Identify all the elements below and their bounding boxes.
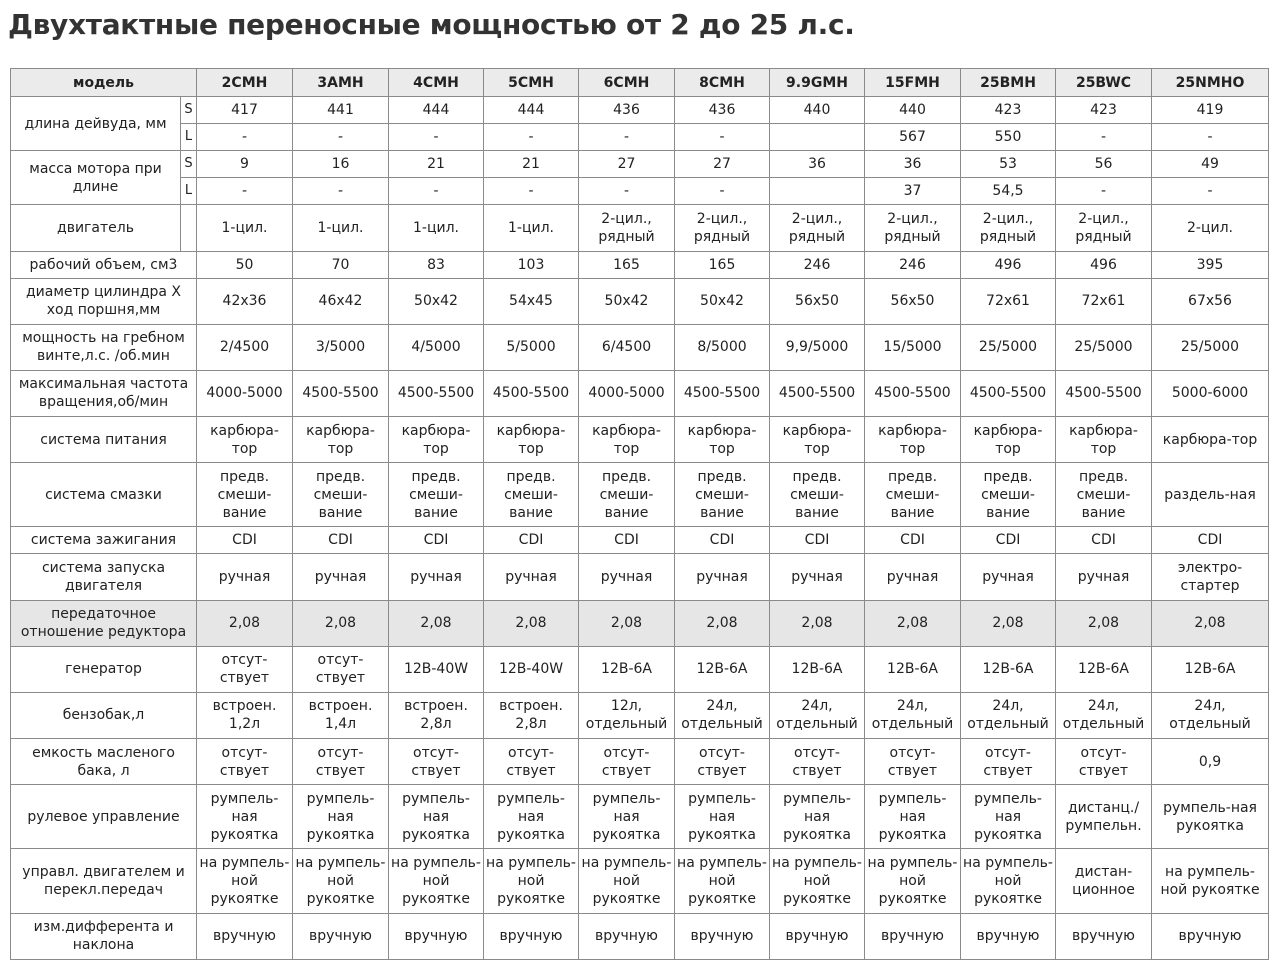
- table-cell: карбюра-тор: [1056, 417, 1152, 463]
- table-cell: 72x61: [961, 278, 1056, 324]
- table-cell: 2,08: [961, 600, 1056, 646]
- table-cell: вручную: [197, 913, 293, 959]
- table-cell: 16: [293, 151, 389, 178]
- table-cell: 423: [1056, 97, 1152, 124]
- table-cell: на румпель-ной рукоятке: [579, 849, 675, 913]
- table-cell: 27: [579, 151, 675, 178]
- mass-label: масса мотора при длине: [11, 151, 181, 205]
- table-cell: 36: [865, 151, 961, 178]
- mass-l-tag: L: [181, 178, 197, 205]
- table-cell: CDI: [579, 527, 675, 554]
- table-cell: 12В-6А: [675, 646, 770, 692]
- table-cell: 4/5000: [389, 324, 484, 370]
- table-cell: 2,08: [579, 600, 675, 646]
- table-row: [11, 324, 1269, 370]
- table-cell: ручная: [484, 554, 579, 600]
- table-cell: 496: [1056, 251, 1152, 278]
- mass-s-tag: S: [181, 151, 197, 178]
- table-cell: 24л, отдельный: [1152, 692, 1269, 738]
- table-cell: 72x61: [1056, 278, 1152, 324]
- table-cell: 4500-5500: [293, 370, 389, 416]
- table-cell: 53: [961, 151, 1056, 178]
- table-cell: на румпель-ной рукоятке: [1152, 849, 1269, 913]
- table-cell: 1-цил.: [389, 205, 484, 251]
- table-row: [11, 849, 1269, 913]
- table-cell: 4500-5500: [484, 370, 579, 416]
- table-cell: [770, 124, 865, 151]
- page-title: Двухтактные переносные мощностью от 2 до 25 л.с.: [8, 8, 855, 41]
- table-cell: карбюра-тор: [1152, 417, 1269, 463]
- table-cell: вручную: [1056, 913, 1152, 959]
- table-cell: ручная: [675, 554, 770, 600]
- model-header: 15FMH: [865, 69, 961, 97]
- table-cell: -: [675, 124, 770, 151]
- table-cell: ручная: [865, 554, 961, 600]
- table-cell: карбюра-тор: [961, 417, 1056, 463]
- table-cell: карбюра-тор: [770, 417, 865, 463]
- table-cell: 5/5000: [484, 324, 579, 370]
- table-cell: на румпель-ной рукоятке: [961, 849, 1056, 913]
- row-label: передаточное отношение редуктора: [11, 600, 197, 646]
- table-cell: 2-цил., рядный: [675, 205, 770, 251]
- table-cell: 440: [865, 97, 961, 124]
- shaft-label: длина дейвуда, мм: [11, 97, 181, 151]
- table-cell: 496: [961, 251, 1056, 278]
- table-cell: ручная: [389, 554, 484, 600]
- table-row: [11, 554, 1269, 600]
- table-cell: карбюра-тор: [197, 417, 293, 463]
- row-label: система запуска двигателя: [11, 554, 197, 600]
- table-cell: отсут-ствует: [961, 739, 1056, 785]
- table-cell: 444: [484, 97, 579, 124]
- table-row: [11, 600, 1269, 646]
- table-cell: CDI: [197, 527, 293, 554]
- table-cell: предв. смеши-вание: [770, 463, 865, 527]
- table-cell: 103: [484, 251, 579, 278]
- table-cell: 25/5000: [1056, 324, 1152, 370]
- model-header: 2CMH: [197, 69, 293, 97]
- table-cell: 5000-6000: [1152, 370, 1269, 416]
- table-cell: 2,08: [865, 600, 961, 646]
- table-cell: карбюра-тор: [389, 417, 484, 463]
- table-cell: 70: [293, 251, 389, 278]
- table-cell: 12В-6А: [770, 646, 865, 692]
- table-cell: 436: [579, 97, 675, 124]
- model-header: 25NMHO: [1152, 69, 1269, 97]
- table-cell: 2,08: [389, 600, 484, 646]
- row-label: система зажигания: [11, 527, 197, 554]
- table-cell: 83: [389, 251, 484, 278]
- table-cell: 25/5000: [961, 324, 1056, 370]
- table-cell: -: [197, 178, 293, 205]
- table-cell: встроен. 1,4л: [293, 692, 389, 738]
- table-cell: румпель-ная рукоятка: [293, 785, 389, 849]
- table-cell: карбюра-тор: [675, 417, 770, 463]
- table-cell: -: [1152, 178, 1269, 205]
- table-cell: на румпель-ной рукоятке: [389, 849, 484, 913]
- mass-s-row: [11, 151, 1269, 178]
- table-cell: 165: [579, 251, 675, 278]
- table-cell: предв. смеши-вание: [1056, 463, 1152, 527]
- row-label: генератор: [11, 646, 197, 692]
- table-cell: на румпель-ной рукоятке: [293, 849, 389, 913]
- table-cell: ручная: [579, 554, 675, 600]
- table-cell: 21: [484, 151, 579, 178]
- table-cell: -: [1056, 124, 1152, 151]
- table-cell: 2,08: [293, 600, 389, 646]
- table-cell: отсут-ствует: [1056, 739, 1152, 785]
- row-label: емкость масленого бака, л: [11, 739, 197, 785]
- table-cell: 1-цил.: [484, 205, 579, 251]
- model-header: 5CMH: [484, 69, 579, 97]
- row-label: система питания: [11, 417, 197, 463]
- table-cell: 24л, отдельный: [675, 692, 770, 738]
- table-cell: отсут-ствует: [293, 646, 389, 692]
- table-row: [11, 251, 1269, 278]
- table-cell: 15/5000: [865, 324, 961, 370]
- table-cell: 4000-5000: [579, 370, 675, 416]
- table-cell: румпель-ная рукоятка: [484, 785, 579, 849]
- row-label: двигатель: [11, 205, 181, 251]
- table-cell: на румпель-ной рукоятке: [865, 849, 961, 913]
- table-cell: 12В-6А: [961, 646, 1056, 692]
- table-cell: отсут-ствует: [579, 739, 675, 785]
- table-cell: 12В-6А: [1152, 646, 1269, 692]
- table-cell: CDI: [865, 527, 961, 554]
- table-cell: карбюра-тор: [293, 417, 389, 463]
- table-cell: 2,08: [1152, 600, 1269, 646]
- table-cell: -: [579, 124, 675, 151]
- row-label: диаметр цилиндра X ход поршня,мм: [11, 278, 197, 324]
- table-cell: CDI: [484, 527, 579, 554]
- table-cell: на румпель-ной рукоятке: [675, 849, 770, 913]
- table-cell: ручная: [197, 554, 293, 600]
- table-cell: 56x50: [770, 278, 865, 324]
- table-cell: 67x56: [1152, 278, 1269, 324]
- table-cell: 4500-5500: [389, 370, 484, 416]
- table-row: [11, 692, 1269, 738]
- table-cell: 0,9: [1152, 739, 1269, 785]
- table-cell: дистан-ционное: [1056, 849, 1152, 913]
- table-cell: электро-стартер: [1152, 554, 1269, 600]
- table-cell: 1-цил.: [197, 205, 293, 251]
- table-cell: отсут-ствует: [865, 739, 961, 785]
- table-cell: 24л, отдельный: [770, 692, 865, 738]
- table-cell: отсут-ствует: [293, 739, 389, 785]
- table-row: [11, 278, 1269, 324]
- table-cell: CDI: [961, 527, 1056, 554]
- table-cell: 417: [197, 97, 293, 124]
- table-row: [11, 527, 1269, 554]
- model-header: 4CMH: [389, 69, 484, 97]
- table-cell: ручная: [770, 554, 865, 600]
- table-row: [11, 463, 1269, 527]
- model-header: 3AMH: [293, 69, 389, 97]
- table-cell: CDI: [293, 527, 389, 554]
- table-cell: вручную: [293, 913, 389, 959]
- table-cell: 8/5000: [675, 324, 770, 370]
- table-cell: 246: [770, 251, 865, 278]
- table-cell: 50: [197, 251, 293, 278]
- table-cell: 50x42: [675, 278, 770, 324]
- table-cell: CDI: [1056, 527, 1152, 554]
- table-cell: отсут-ствует: [389, 739, 484, 785]
- table-cell: 42x36: [197, 278, 293, 324]
- row-label: мощность на гребном винте,л.с. /об.мин: [11, 324, 197, 370]
- table-cell: вручную: [865, 913, 961, 959]
- table-cell: 2,08: [1056, 600, 1152, 646]
- table-cell: 37: [865, 178, 961, 205]
- table-cell: румпель-ная рукоятка: [579, 785, 675, 849]
- table-cell: предв. смеши-вание: [865, 463, 961, 527]
- table-cell: 4500-5500: [961, 370, 1056, 416]
- model-header: 25BMH: [961, 69, 1056, 97]
- table-cell: 2-цил., рядный: [579, 205, 675, 251]
- table-cell: 27: [675, 151, 770, 178]
- header-model-label: модель: [11, 69, 197, 97]
- table-cell: 12В-40W: [389, 646, 484, 692]
- table-cell: 54x45: [484, 278, 579, 324]
- table-cell: CDI: [675, 527, 770, 554]
- table-cell: -: [1152, 124, 1269, 151]
- table-cell: отсут-ствует: [675, 739, 770, 785]
- table-cell: 3/5000: [293, 324, 389, 370]
- table-cell: -: [197, 124, 293, 151]
- table-cell: карбюра-тор: [484, 417, 579, 463]
- table-cell: предв. смеши-вание: [293, 463, 389, 527]
- table-cell: румпель-ная рукоятка: [865, 785, 961, 849]
- table-cell: 12В-6А: [579, 646, 675, 692]
- table-cell: предв. смеши-вание: [197, 463, 293, 527]
- table-cell: 2-цил., рядный: [770, 205, 865, 251]
- model-header: 6CMH: [579, 69, 675, 97]
- table-cell: 4000-5000: [197, 370, 293, 416]
- table-cell: раздель-ная: [1152, 463, 1269, 527]
- table-cell: 6/4500: [579, 324, 675, 370]
- table-cell: 12В-6А: [1056, 646, 1152, 692]
- table-cell: 49: [1152, 151, 1269, 178]
- table-cell: -: [484, 178, 579, 205]
- table-cell: 4500-5500: [675, 370, 770, 416]
- table-cell: 56: [1056, 151, 1152, 178]
- table-cell: 56x50: [865, 278, 961, 324]
- row-label: изм.дифферента и наклона: [11, 913, 197, 959]
- table-cell: 54,5: [961, 178, 1056, 205]
- table-cell: 4500-5500: [1056, 370, 1152, 416]
- table-cell: CDI: [1152, 527, 1269, 554]
- table-cell: румпель-ная рукоятка: [197, 785, 293, 849]
- table-cell: 441: [293, 97, 389, 124]
- table-cell: 444: [389, 97, 484, 124]
- table-cell: 550: [961, 124, 1056, 151]
- header-row: [11, 69, 1269, 97]
- table-cell: -: [579, 178, 675, 205]
- table-cell: -: [1056, 178, 1152, 205]
- table-row: [11, 913, 1269, 959]
- table-cell: вручную: [579, 913, 675, 959]
- table-row: [11, 646, 1269, 692]
- table-cell: предв. смеши-вание: [675, 463, 770, 527]
- table-cell: 4500-5500: [770, 370, 865, 416]
- table-cell: встроен. 1,2л: [197, 692, 293, 738]
- table-cell: 24л, отдельный: [1056, 692, 1152, 738]
- table-cell: 24л, отдельный: [865, 692, 961, 738]
- table-cell: предв. смеши-вание: [389, 463, 484, 527]
- table-cell: вручную: [770, 913, 865, 959]
- table-cell: 2,08: [675, 600, 770, 646]
- table-cell: 2-цил., рядный: [865, 205, 961, 251]
- table-cell: 25/5000: [1152, 324, 1269, 370]
- table-cell: ручная: [1056, 554, 1152, 600]
- table-cell: 12В-6А: [865, 646, 961, 692]
- table-cell: 2-цил., рядный: [961, 205, 1056, 251]
- table-cell: 440: [770, 97, 865, 124]
- table-row: [11, 370, 1269, 416]
- table-cell: румпель-ная рукоятка: [389, 785, 484, 849]
- table-cell: 46x42: [293, 278, 389, 324]
- mass-l-row: [11, 178, 1269, 205]
- table-cell: 4500-5500: [865, 370, 961, 416]
- table-cell: 1-цил.: [293, 205, 389, 251]
- shaft-s-tag: S: [181, 97, 197, 124]
- table-cell: румпель-ная рукоятка: [675, 785, 770, 849]
- table-cell: на румпель-ной рукоятке: [197, 849, 293, 913]
- table-cell: 419: [1152, 97, 1269, 124]
- table-cell: дистанц./ румпельн.: [1056, 785, 1152, 849]
- table-cell: 2,08: [770, 600, 865, 646]
- table-cell: 2,08: [197, 600, 293, 646]
- row-label: максимальная частота вращения,об/мин: [11, 370, 197, 416]
- table-cell: отсут-ствует: [197, 646, 293, 692]
- table-cell: отсут-ствует: [484, 739, 579, 785]
- table-cell: 2/4500: [197, 324, 293, 370]
- row-label: управл. двигателем и перекл.передач: [11, 849, 197, 913]
- table-cell: -: [484, 124, 579, 151]
- table-cell: вручную: [1152, 913, 1269, 959]
- table-cell: предв. смеши-вание: [579, 463, 675, 527]
- table-cell: 21: [389, 151, 484, 178]
- table-cell: 436: [675, 97, 770, 124]
- spec-table-body: [11, 69, 1269, 960]
- table-cell: 50x42: [389, 278, 484, 324]
- table-cell: румпель-ная рукоятка: [770, 785, 865, 849]
- table-cell: на румпель-ной рукоятке: [484, 849, 579, 913]
- table-cell: вручную: [484, 913, 579, 959]
- table-row: [11, 785, 1269, 849]
- shaft-l-tag: L: [181, 124, 197, 151]
- table-row: [11, 739, 1269, 785]
- table-cell: отсут-ствует: [770, 739, 865, 785]
- row-label: система смазки: [11, 463, 197, 527]
- table-cell: -: [389, 124, 484, 151]
- table-cell: на румпель-ной рукоятке: [770, 849, 865, 913]
- table-cell: 165: [675, 251, 770, 278]
- spec-table: [10, 68, 1269, 960]
- table-cell: -: [293, 178, 389, 205]
- table-cell: встроен. 2,8л: [389, 692, 484, 738]
- table-cell: ручная: [961, 554, 1056, 600]
- table-cell: предв. смеши-вание: [961, 463, 1056, 527]
- row-label: бензобак,л: [11, 692, 197, 738]
- table-cell: румпель-ная рукоятка: [961, 785, 1056, 849]
- table-cell: 12л, отдельный: [579, 692, 675, 738]
- table-cell: 9,9/5000: [770, 324, 865, 370]
- table-cell: 423: [961, 97, 1056, 124]
- table-cell: 9: [197, 151, 293, 178]
- table-cell: ручная: [293, 554, 389, 600]
- table-cell: предв. смеши-вание: [484, 463, 579, 527]
- row-label: рулевое управление: [11, 785, 197, 849]
- model-header: 8CMH: [675, 69, 770, 97]
- model-header: 9.9GMH: [770, 69, 865, 97]
- table-cell: отсут-ствует: [197, 739, 293, 785]
- table-cell: карбюра-тор: [579, 417, 675, 463]
- model-header: 25BWC: [1056, 69, 1152, 97]
- table-cell: вручную: [675, 913, 770, 959]
- table-cell: вручную: [389, 913, 484, 959]
- table-row: [11, 205, 1269, 251]
- table-row: [11, 417, 1269, 463]
- empty-cell: [181, 205, 197, 251]
- table-cell: CDI: [389, 527, 484, 554]
- table-cell: 567: [865, 124, 961, 151]
- table-cell: 2-цил., рядный: [1056, 205, 1152, 251]
- table-cell: -: [293, 124, 389, 151]
- table-cell: 50x42: [579, 278, 675, 324]
- row-label: рабочий объем, см3: [11, 251, 197, 278]
- table-cell: 2-цил.: [1152, 205, 1269, 251]
- table-cell: [770, 178, 865, 205]
- table-cell: 395: [1152, 251, 1269, 278]
- table-cell: 246: [865, 251, 961, 278]
- table-cell: встроен. 2,8л: [484, 692, 579, 738]
- shaft-l-row: [11, 124, 1269, 151]
- table-cell: -: [675, 178, 770, 205]
- shaft-s-row: [11, 97, 1269, 124]
- table-cell: 12В-40W: [484, 646, 579, 692]
- table-cell: вручную: [961, 913, 1056, 959]
- table-cell: 2,08: [484, 600, 579, 646]
- table-cell: 24л, отдельный: [961, 692, 1056, 738]
- table-cell: 36: [770, 151, 865, 178]
- table-cell: румпель-ная рукоятка: [1152, 785, 1269, 849]
- table-cell: -: [389, 178, 484, 205]
- table-cell: карбюра-тор: [865, 417, 961, 463]
- table-cell: CDI: [770, 527, 865, 554]
